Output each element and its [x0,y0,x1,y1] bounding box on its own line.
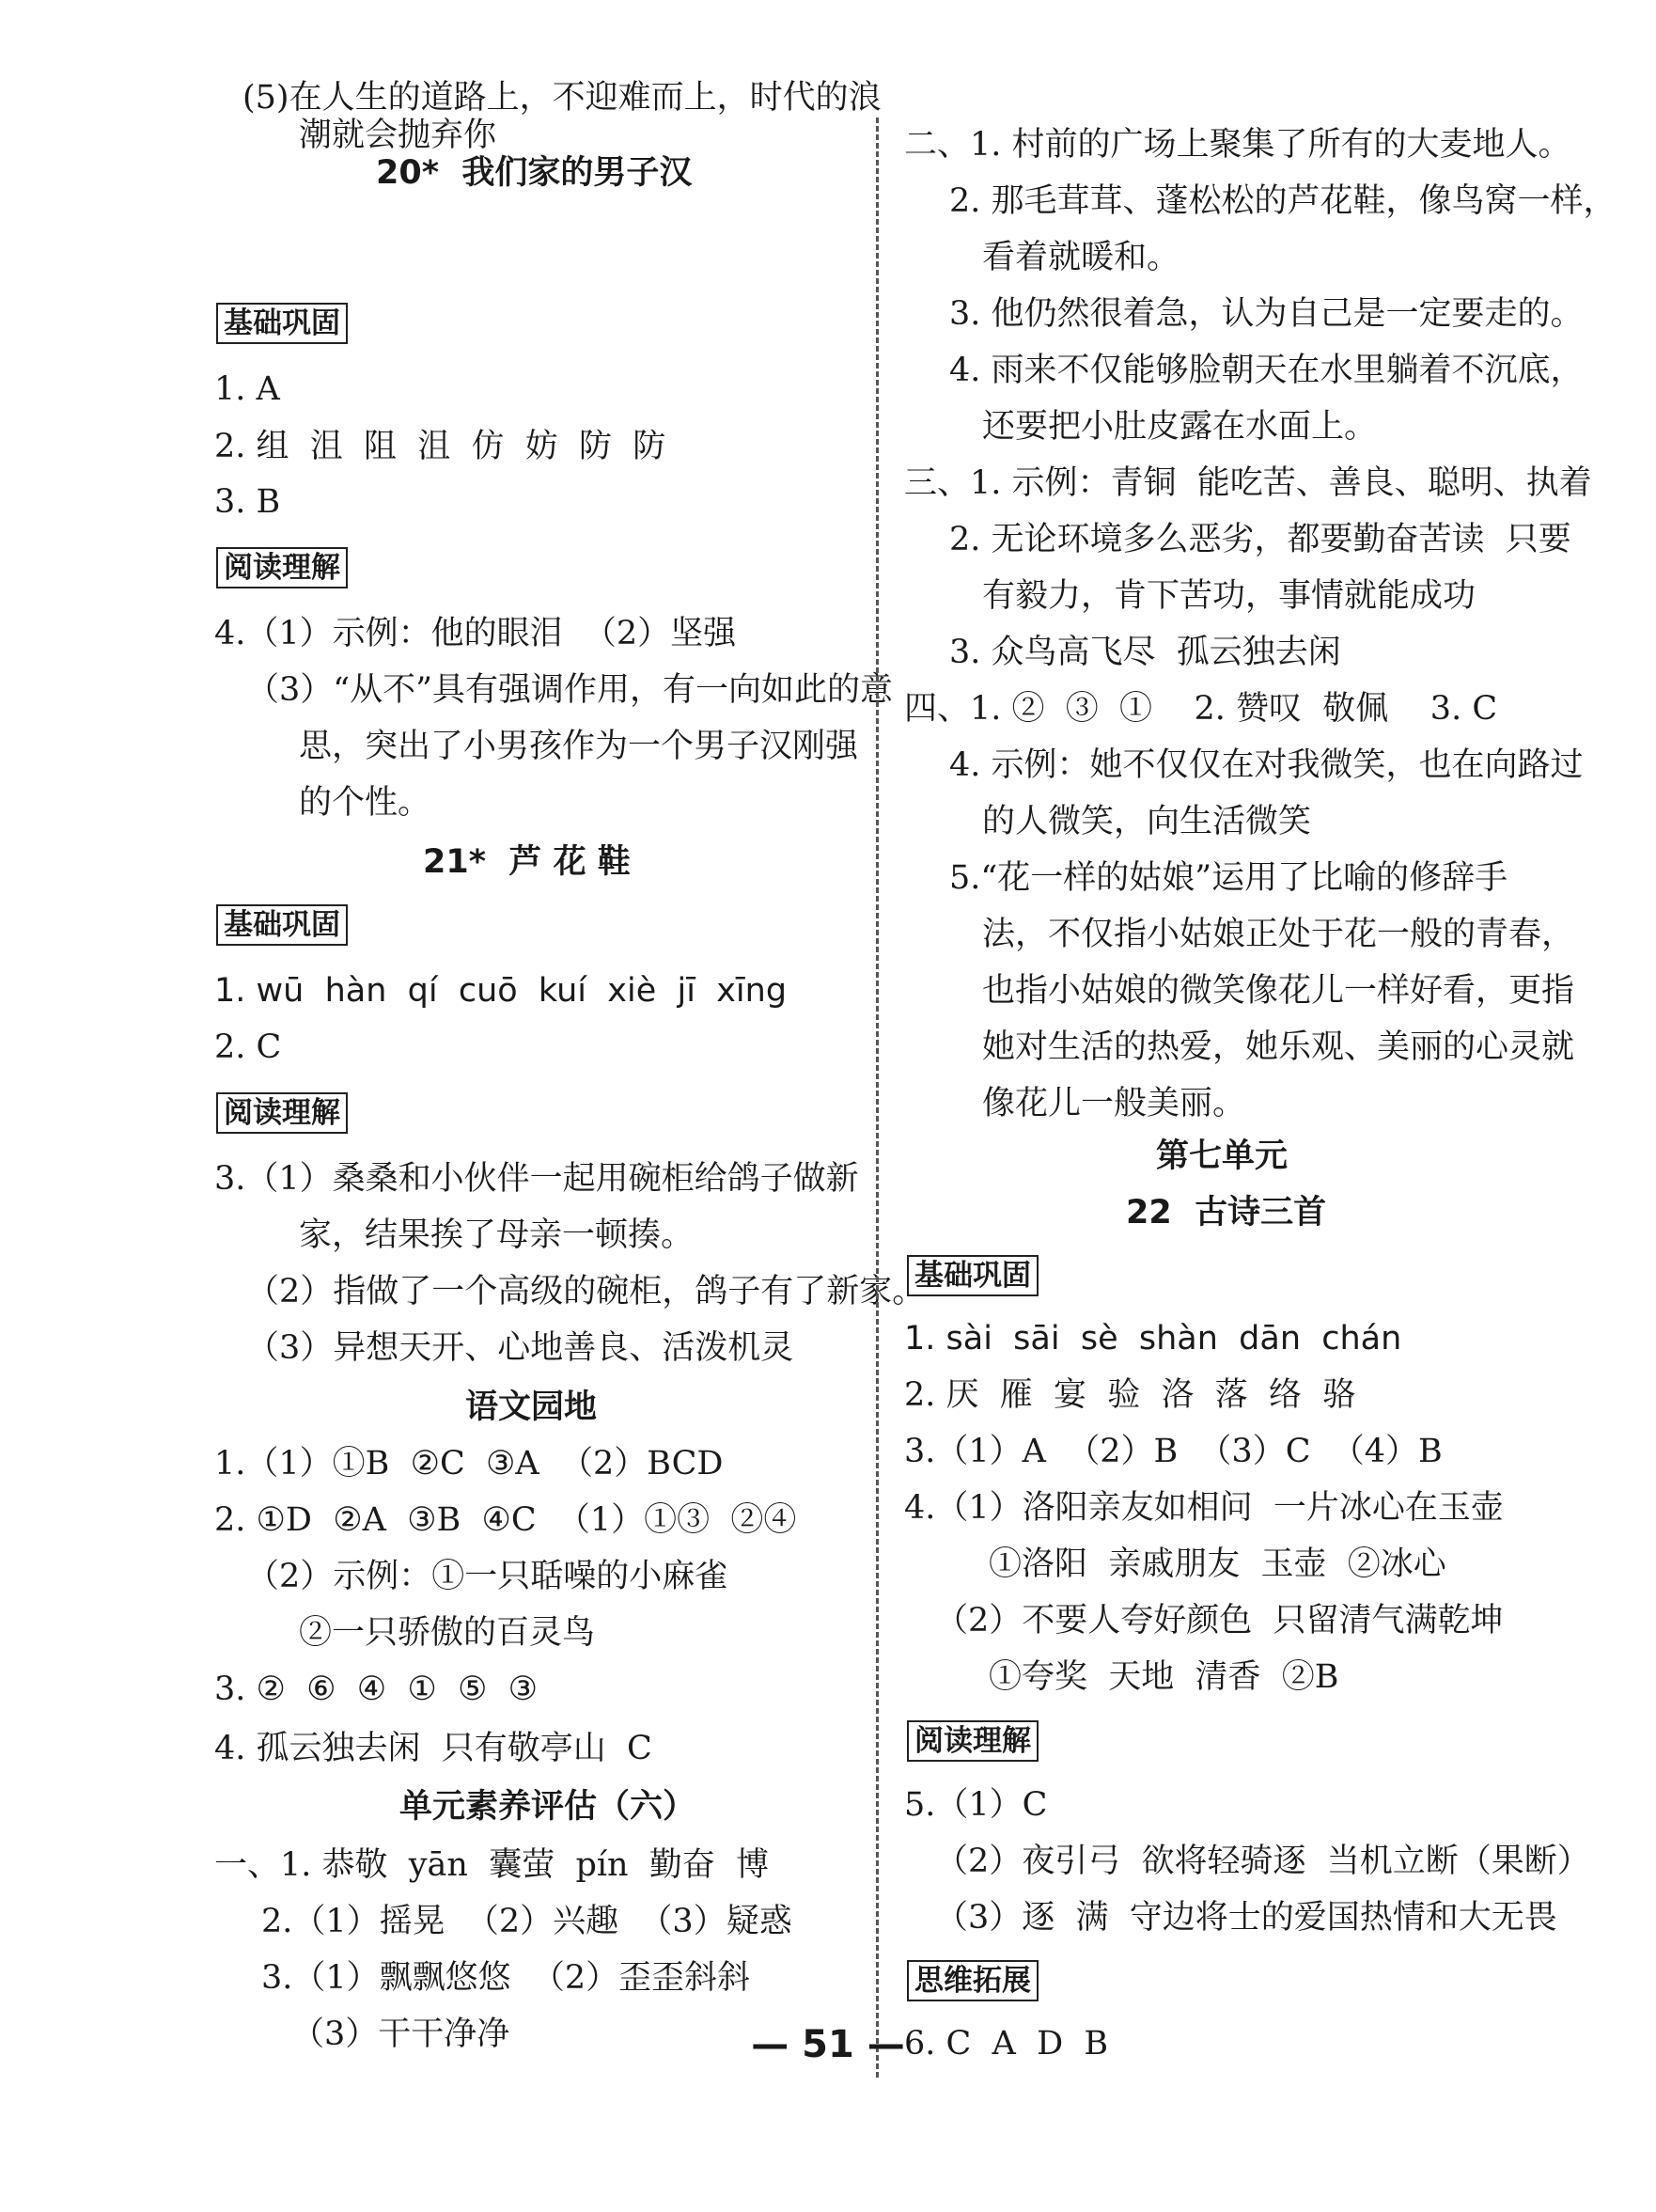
section-tag-basic: 基础巩固 [216,303,348,344]
answer-line: ②一只骄傲的百灵鸟 [299,1614,596,1652]
answer-line: 3.（1）A （2）B （3）C （4）B [904,1433,1443,1470]
answer-line: 法，不仅指小姑娘正处于花一般的青春， [982,916,1575,953]
section-tag-reading: 阅读理解 [907,1720,1039,1762]
answer-line: 1. sài sāi sè shàn dān chán [904,1320,1402,1357]
answer-line: 潮就会抛弃你 [299,117,497,154]
answer-line: 6. C A D B [904,2025,1109,2063]
answer-line: （2）指做了一个高级的碗柜，鸽子有了新家。 [246,1273,926,1310]
answer-line: 二、1. 村前的广场上聚集了所有的大麦地人。 [904,126,1571,164]
answer-line: 4.（1）洛阳亲友如相问 一片冰心在玉壶 [904,1489,1504,1527]
answer-line: （3）异想天开、心地善良、活泼机灵 [246,1329,794,1367]
section-tag-reading: 阅读理解 [216,547,348,588]
answer-line: 3. B [214,483,281,521]
answer-line: 4. 孤云独去闲 只有敬亭山 C [214,1730,652,1767]
answer-line: 一、1. 恭敬 yān 囊萤 pín 勤奋 博 [214,1846,770,1884]
answer-line: 3.（1）桑桑和小伙伴一起用碗柜给鸽子做新 [214,1160,859,1198]
answer-line: 有毅力，肯下苦功，事情就能成功 [982,577,1476,615]
lesson-title: 21* 芦 花 鞋 [423,843,631,881]
answer-line: 看着就暖和。 [982,239,1180,276]
section-tag-reading: 阅读理解 [216,1092,348,1134]
unit-title: 第七单元 [1156,1137,1289,1175]
answer-line: 家，结果挨了母亲一顿揍。 [299,1216,695,1254]
answer-line: 四、1. ② ③ ① 2. 赞叹 敬佩 3. C [904,690,1498,728]
answer-line: 2. 厌 雁 宴 验 洛 落 络 骆 [904,1376,1356,1414]
answer-line: 还要把小肚皮露在水面上。 [982,408,1378,446]
answer-line: 的人微笑，向生活微笑 [982,803,1312,840]
answer-line: 2. 组 沮 阻 沮 仿 妨 防 防 [214,428,666,465]
answer-line: ①夸奖 天地 清香 ②B [989,1658,1339,1696]
answer-line: （3）逐 满 守边将士的爱国热情和大无畏 [935,1899,1557,1937]
answer-line: （2）示例：①一只聒噪的小麻雀 [246,1558,728,1595]
section-tag-basic: 基础巩固 [907,1255,1039,1296]
answer-line: 的个性。 [299,784,431,822]
answer-line: 2. 那毛茸茸、蓬松松的芦花鞋，像鸟窝一样， [949,182,1617,220]
answer-line: 三、1. 示例：青铜 能吃苦、善良、聪明、执着 [904,464,1592,502]
answer-line: 2. ①D ②A ③B ④C （1）①③ ②④ [214,1501,797,1539]
answer-line: 4. 雨来不仅能够脸朝天在水里躺着不沉底， [949,352,1584,389]
section-title: 语文园地 [465,1388,598,1426]
answer-line: 3.（1）飘飘悠悠 （2）歪歪斜斜 [261,1959,751,1997]
answer-line: 2. 无论环境多么恶劣，都要勤奋苦读 只要 [949,521,1571,558]
answer-line: 1. wū hàn qí cuō kuí xiè jī xīng [214,972,788,1010]
answer-line: 她对生活的热爱，她乐观、美丽的心灵就 [982,1028,1575,1066]
answer-line: 4.（1）示例：他的眼泪 （2）坚强 [214,615,737,652]
answer-line: (5)在人生的道路上，不迎难而上，时代的浪 [242,79,882,117]
answer-line: （3）“从不”具有强调作用，有一向如此的意 [246,671,894,709]
lesson-title: 22 古诗三首 [1126,1194,1327,1232]
answer-line: 2.（1）摇晃 （2）兴趣 （3）疑惑 [261,1903,792,1940]
answer-line: 像花儿一般美丽。 [982,1085,1246,1122]
section-tag-thinking: 思维拓展 [907,1960,1039,2001]
section-title: 单元素养评估（六） [399,1788,696,1826]
lesson-title: 20* 我们家的男子汉 [376,154,693,192]
answer-line: 思，突出了小男孩作为一个男子汉刚强 [299,728,859,765]
page-number: — 51 — [751,2023,905,2066]
answer-line: 4. 示例：她不仅仅在对我微笑，也在向路过 [949,746,1584,784]
answer-line: 2. C [214,1028,282,1066]
answer-line: 3. 众鸟高飞尽 孤云独去闲 [949,634,1341,671]
answer-line: （3）干干净净 [291,2016,510,2053]
answer-line: （2）不要人夸好颜色 只留清气满乾坤 [935,1602,1504,1639]
answer-line: ①洛阳 亲戚朋友 玉壶 ②冰心 [989,1545,1446,1583]
answer-line: 3. ② ⑥ ④ ① ⑤ ③ [214,1671,539,1708]
right-column [883,0,1656,2212]
answer-line: 5.（1）C [904,1786,1048,1824]
answer-line: 1. A [214,370,280,408]
column-divider [876,118,879,2078]
answer-line: 5.“花一样的姑娘”运用了比喻的修辞手 [949,859,1508,897]
answer-line: 3. 他仍然很着急，认为自己是一定要走的。 [949,295,1584,333]
answer-line: 1.（1）①B ②C ③A （2）BCD [214,1445,724,1483]
section-tag-basic: 基础巩固 [216,904,348,946]
answer-line: （2）夜引弓 欲将轻骑逐 当机立断（果断） [935,1843,1590,1880]
answer-line: 也指小姑娘的微笑像花儿一样好看，更指 [982,972,1575,1010]
